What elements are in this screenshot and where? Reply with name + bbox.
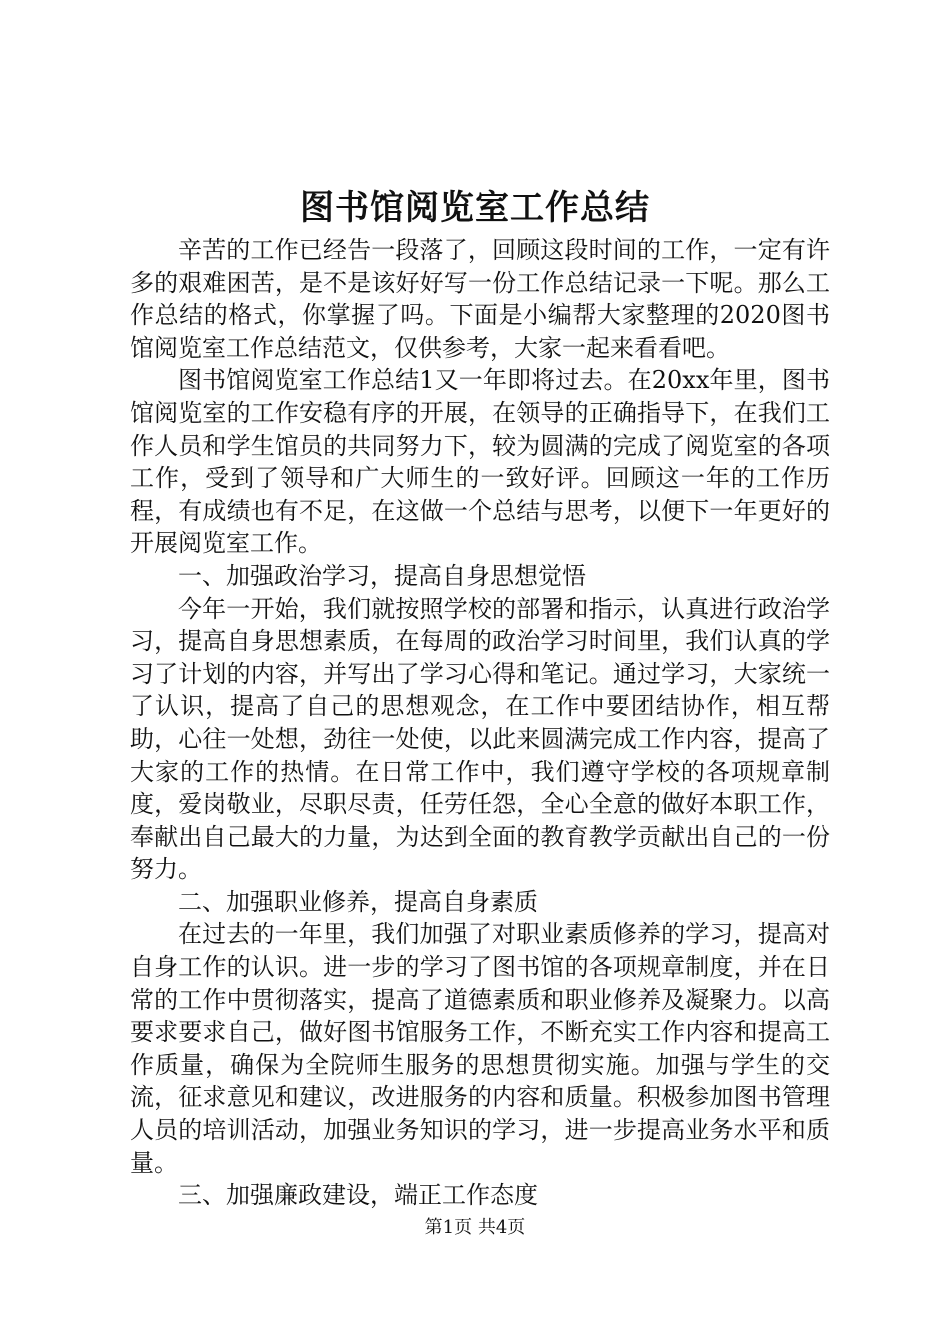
document-body [130,234,830,1212]
paragraph-political-study: 今年一开始，我们就按照学校的部署和指示，认真进行政治学习，提高自身思想素质，在每周的政治学习时间里，我们认真的学习了计划的内容，并写出了学习心得和笔记。通过学习，大家统一了认识，提高了自己的思想观念，在工作中要团结协作，相互帮助，心往一处想，劲往一处使，以此来圆满完成工作内容，提高了大家的工作的热情。在日常工作中，我们遵守学校的各项规章制度，爱岗敬业，尽职尽责，任劳任怨，全心全意的做好本职工作，奉献出自己最大的力量，为达到全面的教育教学贡献出自己的一份努力。 [130,594,830,884]
section-heading-1: 一、加强政治学习，提高自身思想觉悟 [178,561,586,590]
paragraph-intro: 辛苦的工作已经告一段落了，回顾这段时间的工作，一定有许多的艰难困苦，是不是该好好写一份工作总结记录一下呢。那么工作总结的格式，你掌握了吗。下面是小编帮大家整理的2020图书馆阅览室工作总结范文，仅供参考，大家一起来看看吧。 [130,236,830,362]
section-heading-3: 三、加强廉政建设，端正工作态度 [178,1181,538,1210]
section-heading-2: 二、加强职业修养，提高自身素质 [178,887,538,916]
page-number-footer: 第1页 共4页 [424,1217,526,1238]
paragraph-summary-1: 图书馆阅览室工作总结1又一年即将过去。在20xx年里，图书馆阅览室的工作安稳有序的开展，在领导的正确指导下，在我们工作人员和学生馆员的共同努力下，较为圆满的完成了阅览室的各项工作，受到了领导和广大师生的一致好评。回顾这一年的工作历程，有成绩也有不足，在这做一个总结与思考，以便下一年更好的开展阅览室工作。 [130,366,830,558]
document-title: 图书馆阅览室工作总结 [300,188,650,228]
paragraph-professional-cultivation: 在过去的一年里，我们加强了对职业素质修养的学习，提高对自身工作的认识。进一步的学习了图书馆的各项规章制度，并在日常的工作中贯彻落实，提高了道德素质和职业修养及凝聚力。以高要求要求自己，做好图书馆服务工作，不断充实工作内容和提高工作质量，确保为全院师生服务的思想贯彻实施。加强与学生的交流，征求意见和建议，改进服务的内容和质量。积极参加图书管理人员的培训活动，加强业务知识的学习，进一步提高业务水平和质量。 [130,920,830,1177]
